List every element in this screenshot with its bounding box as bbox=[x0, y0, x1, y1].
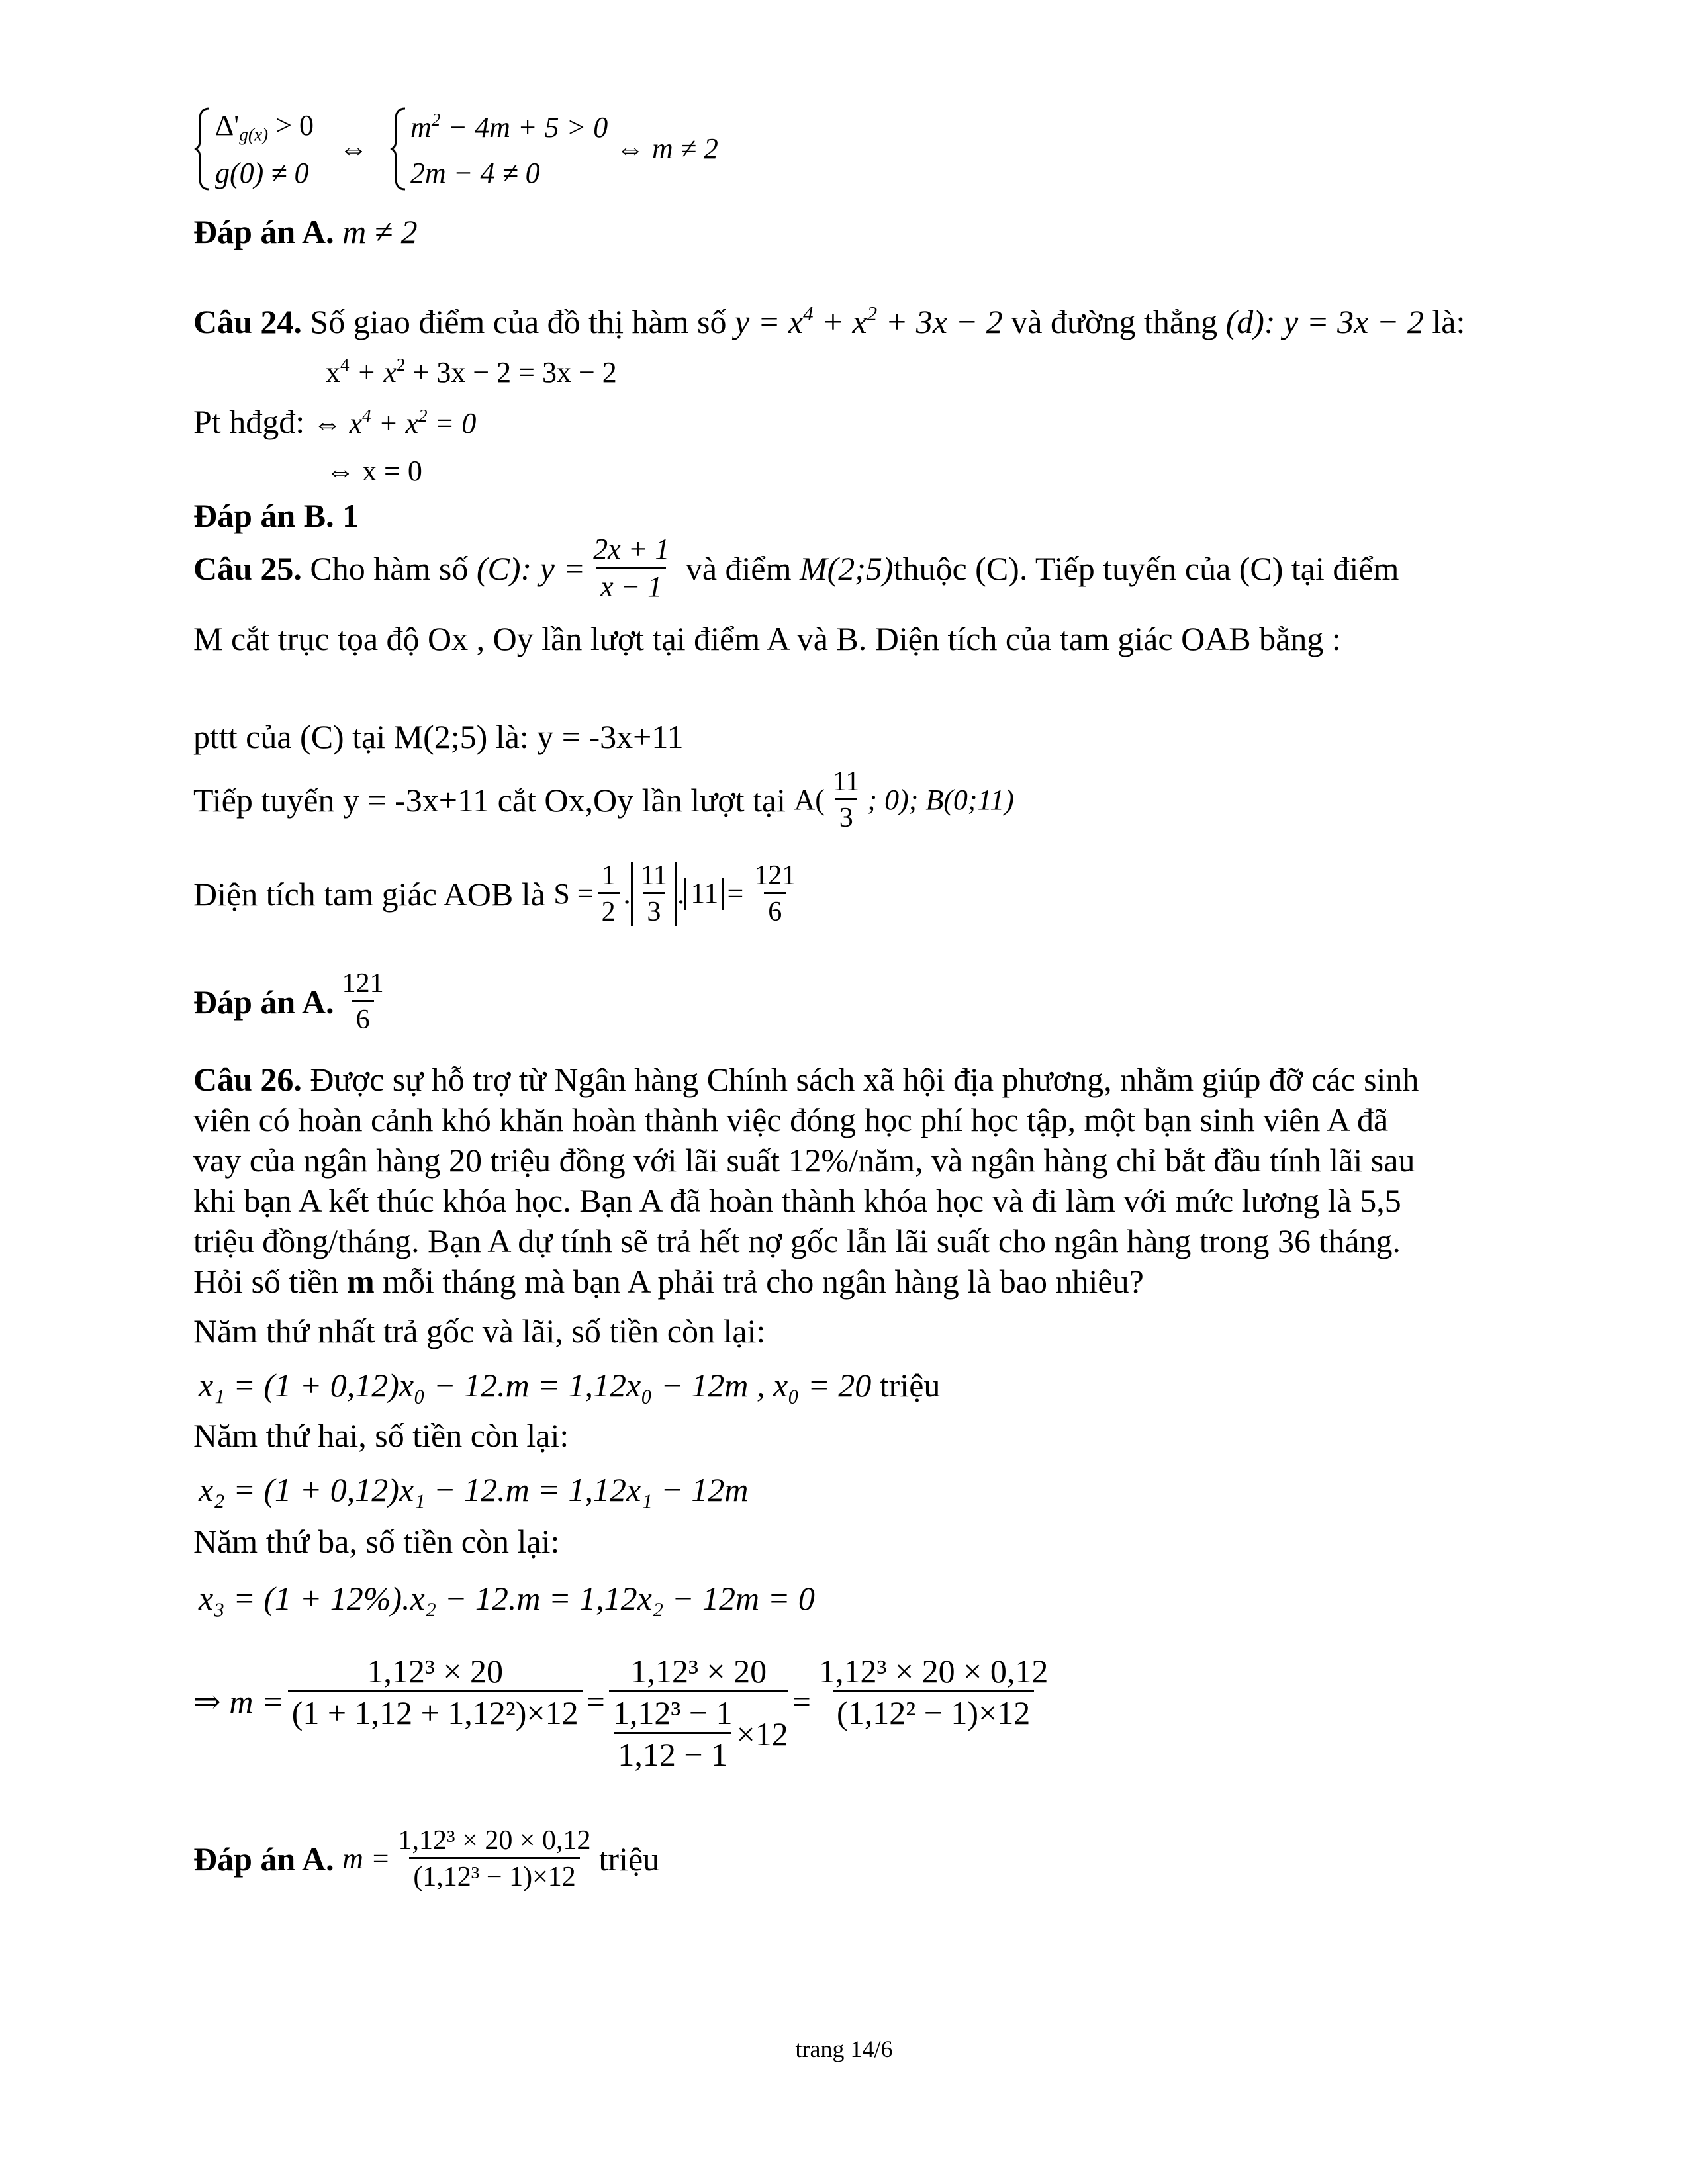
system-left-line-1: $\Delta'_{g(x)} > 0$ bbox=[215, 109, 314, 145]
q25-line-2: M cắt trục tọa độ Ox , Oy lần lượt tại điểm A và B. Diện tích của tam giác OAB bằng : bbox=[193, 620, 1341, 657]
year-2-label: Năm thứ hai, số tiền còn lại: bbox=[193, 1417, 569, 1454]
question-26-line-2: viên có hoàn cảnh khó khăn hoàn thành việc đóng học phí học tập, một bạn sinh viên A đã bbox=[193, 1101, 1389, 1138]
answer-23: Đáp án A. m ≠ 2 bbox=[193, 213, 418, 250]
system-right-line-1: $m^2 - 4m + 5 > 0$ bbox=[410, 110, 608, 144]
q24-equation-1: $x^4 + x^2 + 3x - 2 = 3x - 2$ bbox=[326, 355, 617, 388]
page-footer: trang 14/6 bbox=[795, 2036, 893, 2062]
question-24: Câu 24. Số giao điểm của đồ thị hàm số $y = x^4 + x^2 + 3x - 2$ và đường thẳng (d): y = 3x − 2 là: bbox=[193, 302, 1466, 341]
year-3-equation: x₃ = (1 + 12%).x₂ − 12.m = 1,12x₂ − 12m = 0 bbox=[199, 1580, 815, 1617]
q25-intercepts: Tiếp tuyến y = -3x+11 cắt Ox,Oy lần lượt tại A( $\frac{11}{3}$ ; 0); B(0;11) bbox=[193, 766, 1014, 833]
question-26-line-5: triệu đồng/tháng. Bạn A dự tính sẽ trả hết nợ gốc lẫn lãi suất cho ngân hàng trong 36 tháng. bbox=[193, 1222, 1401, 1259]
m-formula-chain: ⇒ m = $\frac{\text{1,12³ × 20}}{\text{(1 + 1,12 + 1,12²)×12}}$ = 1,12³ × 20 $\frac{\text{1,12³ − 1}}{1,12 - 1}$ ×12 = $\frac{\text{1,12³ × 20 × 0,12}}{\text{(1,12² − 1)×12}}$ bbox=[193, 1653, 1049, 1773]
right-brace bbox=[389, 106, 408, 192]
year-2-equation: x₂ = (1 + 0,12)x₁ − 12.m = 1,12x₁ − 12m bbox=[199, 1471, 749, 1508]
question-26-line-1: Câu 26. Được sự hỗ trợ từ Ngân hàng Chính sách xã hội địa phương, nhằm giúp đỡ các sinh bbox=[193, 1061, 1419, 1098]
question-26-line-4: khi bạn A kết thúc khóa học. Bạn A đã hoàn thành khóa học và đi làm với mức lương là 5,5 bbox=[193, 1182, 1401, 1219]
answer-25: Đáp án A. $\frac{121}{6}$ bbox=[193, 968, 384, 1035]
year-1-label: Năm thứ nhất trả gốc và lãi, số tiền còn lại: bbox=[193, 1312, 766, 1349]
question-25: Câu 25. Cho hàm số (C) : y = $\frac{2x + 1}{x - 1}$ và điểm M(2;5) thuộc (C). Tiếp tuyến của (C) tại điểm bbox=[193, 533, 1399, 603]
question-26-line-6: Hỏi số tiền m mỗi tháng mà bạn A phải trả cho ngân hàng là bao nhiêu? bbox=[193, 1263, 1144, 1300]
answer-24: Đáp án B. 1 bbox=[193, 497, 359, 534]
left-brace bbox=[193, 106, 212, 192]
question-26-line-3: vay của ngân hàng 20 triệu đồng với lãi suất 12%/năm, và ngân hàng chỉ bắt đầu tính lãi sau bbox=[193, 1142, 1415, 1179]
system-left-line-2: g(0) ≠ 0 bbox=[215, 157, 309, 189]
year-1-equation: x₁ = (1 + 0,12)x₀ − 12.m = 1,12x₀ − 12m , x₀ = 20 triệu bbox=[199, 1367, 941, 1404]
system-right-line-2: 2m − 4 ≠ 0 bbox=[410, 157, 540, 189]
iff-symbol-1: ⇔ bbox=[339, 132, 368, 165]
answer-26: Đáp án A. m = $\frac{\text{1,12³ × 20 × 0,12}}{\text{(1,12³ − 1)×12}}$ triệu bbox=[193, 1825, 660, 1892]
iff-result: ⇔ m ≠ 2 bbox=[616, 132, 718, 165]
q24-equation-2: Pt hđgđ: ⇔ $x^4 + x^2 = 0$ bbox=[193, 403, 477, 440]
q25-area: Diện tích tam giác AOB là S = $\frac{1}{2}$ . $\frac{11}{3}$ . 11 = $\frac{121}{6}$ bbox=[193, 860, 796, 927]
q24-equation-3: ⇔ x = 0 bbox=[326, 455, 422, 487]
year-3-label: Năm thứ ba, số tiền còn lại: bbox=[193, 1523, 560, 1560]
q25-tangent-equation: pttt của (C) tại M(2;5) là: y = -3x+11 bbox=[193, 718, 684, 755]
